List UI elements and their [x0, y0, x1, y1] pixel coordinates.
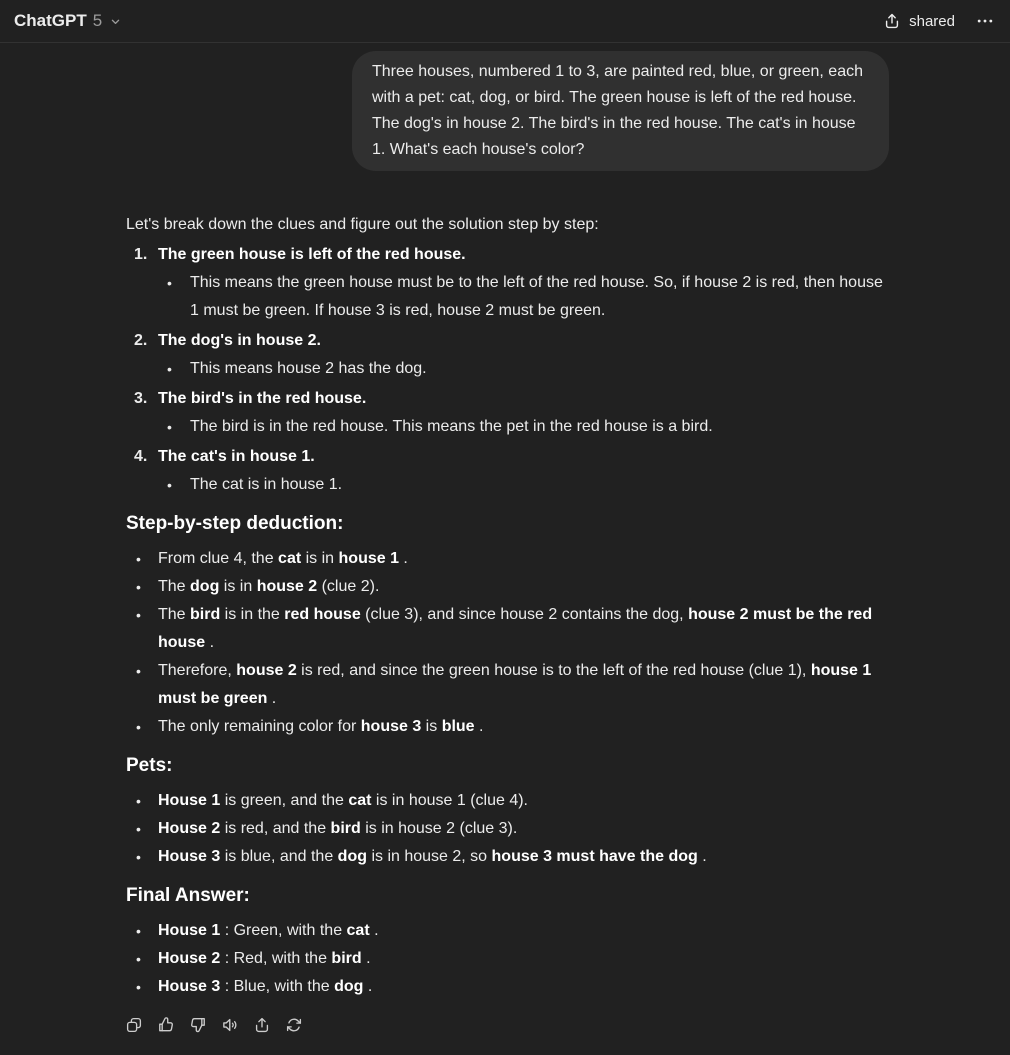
bold-text: House 2 [158, 820, 221, 837]
model-switcher[interactable] [14, 11, 123, 31]
bullet-list [126, 787, 884, 871]
sub-bullet-item [126, 269, 884, 325]
assistant-message [121, 211, 889, 1037]
bullet-text: The only remaining color for house 3 is blue . [158, 718, 484, 735]
bold-text: House 1 [158, 922, 221, 939]
ellipsis-icon [975, 11, 995, 31]
bullet-dot: • [136, 663, 141, 679]
bullet-list-item [126, 601, 884, 657]
user-message-row [121, 51, 889, 171]
numbered-item-title: The cat's in house 1. [158, 448, 315, 465]
bold-text: House 1 [158, 792, 221, 809]
bullet-text: House 2 : Red, with the bird . [158, 950, 371, 967]
bullet-dot: • [167, 275, 172, 291]
regenerate-button[interactable] [282, 1013, 306, 1037]
bold-text: House 3 [158, 848, 221, 865]
top-bar [0, 0, 1010, 43]
bullet-dot: • [136, 607, 141, 623]
bullet-list-item [126, 573, 884, 601]
bullet-dot: • [167, 361, 172, 377]
bullet-list [126, 545, 884, 741]
bold-text: bird [190, 606, 221, 623]
section-heading: Step-by-step deduction: [126, 513, 344, 534]
bullet-dot: • [136, 923, 141, 939]
thumbs-down-icon [189, 1016, 207, 1034]
list-number: 4. [134, 448, 148, 465]
thumbs-up-icon [157, 1016, 175, 1034]
list-number: 2. [134, 332, 148, 349]
sub-bullet-text: This means the green house must be to the left of the red house. So, if house 2 is red, then house 1 must be green. If house 3 is red, house 2 must be green. [190, 274, 883, 319]
speaker-icon [221, 1016, 239, 1034]
numbered-item-title: The green house is left of the red house. [158, 246, 466, 263]
list-number: 3. [134, 390, 148, 407]
bullet-dot: • [136, 719, 141, 735]
read-aloud-button[interactable] [218, 1013, 242, 1037]
numbered-item-title-row [126, 241, 884, 269]
list-number: 1. [134, 246, 148, 263]
bold-text: bird [331, 950, 362, 967]
bullet-dot: • [136, 821, 141, 837]
bold-text: cat [348, 792, 372, 809]
share-icon [883, 12, 901, 30]
numbered-list-item [126, 327, 884, 383]
bullet-text: House 3 is blue, and the dog is in house 2, so house 3 must have the dog . [158, 848, 707, 865]
bullet-dot: • [136, 951, 141, 967]
user-message-bubble: Three houses, numbered 1 to 3, are painted red, blue, or green, each with a pet: cat, dog, or bird. The green house is left of the red house. The dog's in house 2. The bird's in the red house. The cat's in house 1. What's each house's color? [352, 51, 889, 171]
bullet-dot: • [136, 849, 141, 865]
bullet-dot: • [167, 419, 172, 435]
bold-text: dog [190, 578, 220, 595]
bullet-dot: • [136, 579, 141, 595]
bold-text: house 1 [338, 550, 399, 567]
bullet-text: The dog is in house 2 (clue 2). [158, 578, 380, 595]
numbered-item-title-row [126, 327, 884, 355]
bold-text: house 2 [256, 578, 318, 595]
bullet-text: House 2 is red, and the bird is in house 2 (clue 3). [158, 820, 518, 837]
bullet-text: From clue 4, the cat is in house 1 . [158, 550, 408, 567]
bullet-list-item [126, 657, 884, 713]
bold-text: bird [330, 820, 361, 837]
bullet-text: Therefore, house 2 is red, and since the green house is to the left of the red house (clue 1), house 1 must be green . [158, 662, 872, 707]
section-heading: Pets: [126, 755, 173, 776]
bold-text: cat [278, 550, 302, 567]
bullet-list-item [126, 787, 884, 815]
bullet-list-item [126, 973, 884, 1001]
bold-text: House 2 [158, 950, 221, 967]
bullet-dot: • [136, 793, 141, 809]
bullet-list-item [126, 945, 884, 973]
numbered-item-title-row [126, 443, 884, 471]
numbered-item-title: The dog's in house 2. [158, 332, 321, 349]
bold-text: House 3 [158, 978, 221, 995]
copy-icon [125, 1016, 143, 1034]
sub-bullet-text: This means house 2 has the dog. [190, 360, 427, 377]
bullet-list [126, 917, 884, 1001]
top-bar-right [881, 8, 997, 34]
bold-text: red house [284, 606, 361, 623]
bullet-list-item [126, 713, 884, 741]
sub-bullet-item [126, 413, 884, 441]
assistant-intro: Let's break down the clues and figure out the solution step by step: [126, 216, 599, 233]
chevron-down-icon [108, 14, 123, 29]
numbered-list-item [126, 241, 884, 325]
bold-text: cat [346, 922, 370, 939]
share-icon [253, 1016, 271, 1034]
numbered-list [126, 241, 884, 499]
thumbs-up-button[interactable] [154, 1013, 178, 1037]
sub-bullet-text: The bird is in the red house. This means the pet in the red house is a bird. [190, 418, 713, 435]
sub-bullet-item [126, 355, 884, 383]
more-options-button[interactable] [973, 9, 997, 33]
bullet-list-item [126, 545, 884, 573]
bullet-text: House 3 : Blue, with the dog . [158, 978, 373, 995]
bold-text: house 2 must be the red house [158, 606, 873, 651]
bullet-text: The bird is in the red house (clue 3), and since house 2 contains the dog, house 2 must be the red house . [158, 606, 873, 651]
share-response-button[interactable] [250, 1013, 274, 1037]
numbered-list-item [126, 385, 884, 441]
copy-button[interactable] [122, 1013, 146, 1037]
numbered-item-title-row [126, 385, 884, 413]
bullet-list-item [126, 917, 884, 945]
sub-bullet-item [126, 471, 884, 499]
bold-text: dog [334, 978, 364, 995]
bold-text: house 2 [236, 662, 297, 679]
thumbs-down-button[interactable] [186, 1013, 210, 1037]
bullet-text: House 1 is green, and the cat is in house 1 (clue 4). [158, 792, 528, 809]
share-button[interactable] [881, 8, 957, 34]
bold-text: house 1 must be green [158, 662, 872, 707]
bullet-dot: • [136, 551, 141, 567]
bullet-dot: • [167, 477, 172, 493]
numbered-item-title: The bird's in the red house. [158, 390, 367, 407]
share-label: shared [909, 12, 955, 30]
sub-bullet-text: The cat is in house 1. [190, 476, 343, 493]
message-actions-toolbar [122, 1013, 884, 1037]
numbered-list-item [126, 443, 884, 499]
assistant-blocks [126, 241, 884, 1001]
bold-text: house 3 must have the dog [491, 848, 698, 865]
conversation-thread [121, 43, 889, 1037]
bold-text: house 3 [360, 718, 422, 735]
bullet-list-item [126, 815, 884, 843]
bold-text: dog [337, 848, 367, 865]
regenerate-icon [285, 1016, 303, 1034]
model-version: 5 [92, 11, 103, 30]
bullet-list-item [126, 843, 884, 871]
bullet-dot: • [136, 979, 141, 995]
app-title: ChatGPT [14, 11, 87, 30]
section-heading: Final Answer: [126, 885, 250, 906]
bold-text: blue [441, 718, 475, 735]
bullet-text: House 1 : Green, with the cat . [158, 922, 379, 939]
